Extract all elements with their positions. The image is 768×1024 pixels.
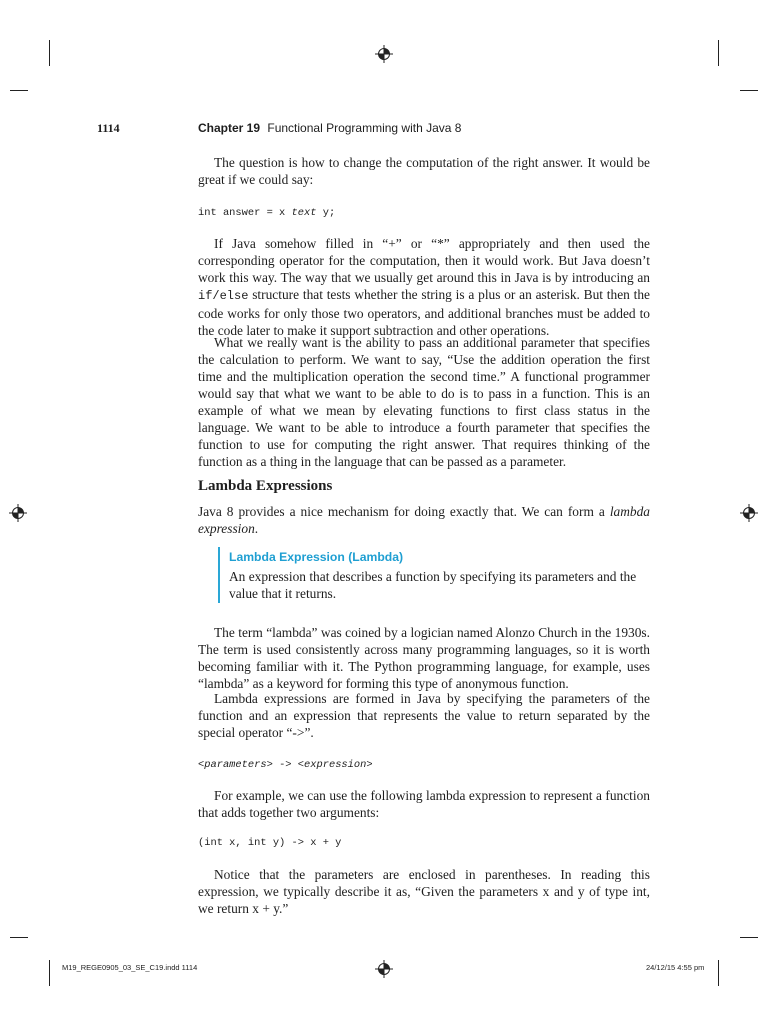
paragraph-5: The term “lambda” was coined by a logician named Alonzo Church in the 1930s. The term is used consistently across many programming languages, so it is worth becoming familiar with it. The Python programming language, for example, uses “lambda” as a keyword for forming this type of anonymous function. bbox=[198, 625, 650, 691]
definition-title: Lambda Expression (Lambda) bbox=[229, 550, 404, 564]
registration-mark-icon bbox=[375, 45, 393, 63]
crop-mark-right-lower bbox=[740, 937, 758, 938]
definition-text: An expression that describes a function by specifying its parameters and the value that it returns. bbox=[229, 569, 637, 601]
crop-mark-left-lower bbox=[10, 937, 28, 938]
paragraph-4: Java 8 provides a nice mechanism for doing exactly that. We can form a lambda expression. bbox=[198, 504, 650, 536]
crop-mark-top-right bbox=[718, 40, 719, 66]
chapter-title: Functional Programming with Java 8 bbox=[267, 121, 462, 135]
page-number: 1114 bbox=[97, 121, 120, 135]
paragraph-3: What we really want is the ability to pass an additional parameter that specifies the calculation to perform. We want to say, “Use the addition operation the first time and the multiplication operation the second time.” A functional programmer would say that what we want to be able to do is to pass in a function. This is an example of what we mean by elevating functions to first class status in the language. We want to be able to introduce a fourth parameter that specifies the function to use for computing the right answer. That requires thinking of the function as a thing in the language that can be passed as a parameter. bbox=[198, 335, 650, 469]
definition-box bbox=[218, 547, 649, 603]
paragraph-2: If Java somehow filled in “+” or “*” appropriately and then used the corresponding operator for the computation, then it would work. But Java doesn’t work this way. The way that we usually get around this in Java is by introducing an if/else structure that tests whether the string is a plus or an asterisk. But then the code works for only those two operators, and additional branches must be added to the code later to make it support subtraction and other operations. bbox=[198, 236, 650, 338]
paragraph-1: The question is how to change the computation of the right answer. It would be great if we could say: bbox=[198, 155, 650, 187]
slug-filename: M19_REGE0905_03_SE_C19.indd 1114 bbox=[62, 963, 198, 972]
crop-mark-bottom-left bbox=[49, 960, 50, 986]
section-heading: Lambda Expressions bbox=[198, 478, 333, 494]
inline-code: if/else bbox=[198, 289, 249, 303]
paragraph-6: Lambda expressions are formed in Java by specifying the parameters of the function and an expression that represents the value to return separated by the special operator “->”. bbox=[198, 691, 650, 740]
crop-mark-bottom-right bbox=[718, 960, 719, 986]
registration-mark-icon bbox=[740, 504, 758, 522]
code-lambda-example: (int x, int y) -> x + y bbox=[198, 837, 342, 849]
paragraph-8: Notice that the parameters are enclosed in parentheses. In reading this expression, we typically describe it as, “Given the parameters x and y of type int, we return x + y.” bbox=[198, 867, 650, 916]
code-lambda-syntax: <parameters> -> <expression> bbox=[198, 759, 373, 771]
running-head bbox=[198, 121, 461, 135]
crop-mark-left-upper bbox=[10, 90, 28, 91]
crop-mark-right-upper bbox=[740, 90, 758, 91]
registration-mark-icon bbox=[375, 960, 393, 978]
chapter-label: Chapter 19 bbox=[198, 121, 261, 135]
slug-datetime: 24/12/15 4:55 pm bbox=[646, 963, 705, 972]
paragraph-7: For example, we can use the following lambda expression to represent a function that adds together two arguments: bbox=[198, 788, 650, 820]
code-answer: int answer = x text y; bbox=[198, 207, 336, 219]
registration-mark-icon bbox=[9, 504, 27, 522]
crop-mark-top-left bbox=[49, 40, 50, 66]
